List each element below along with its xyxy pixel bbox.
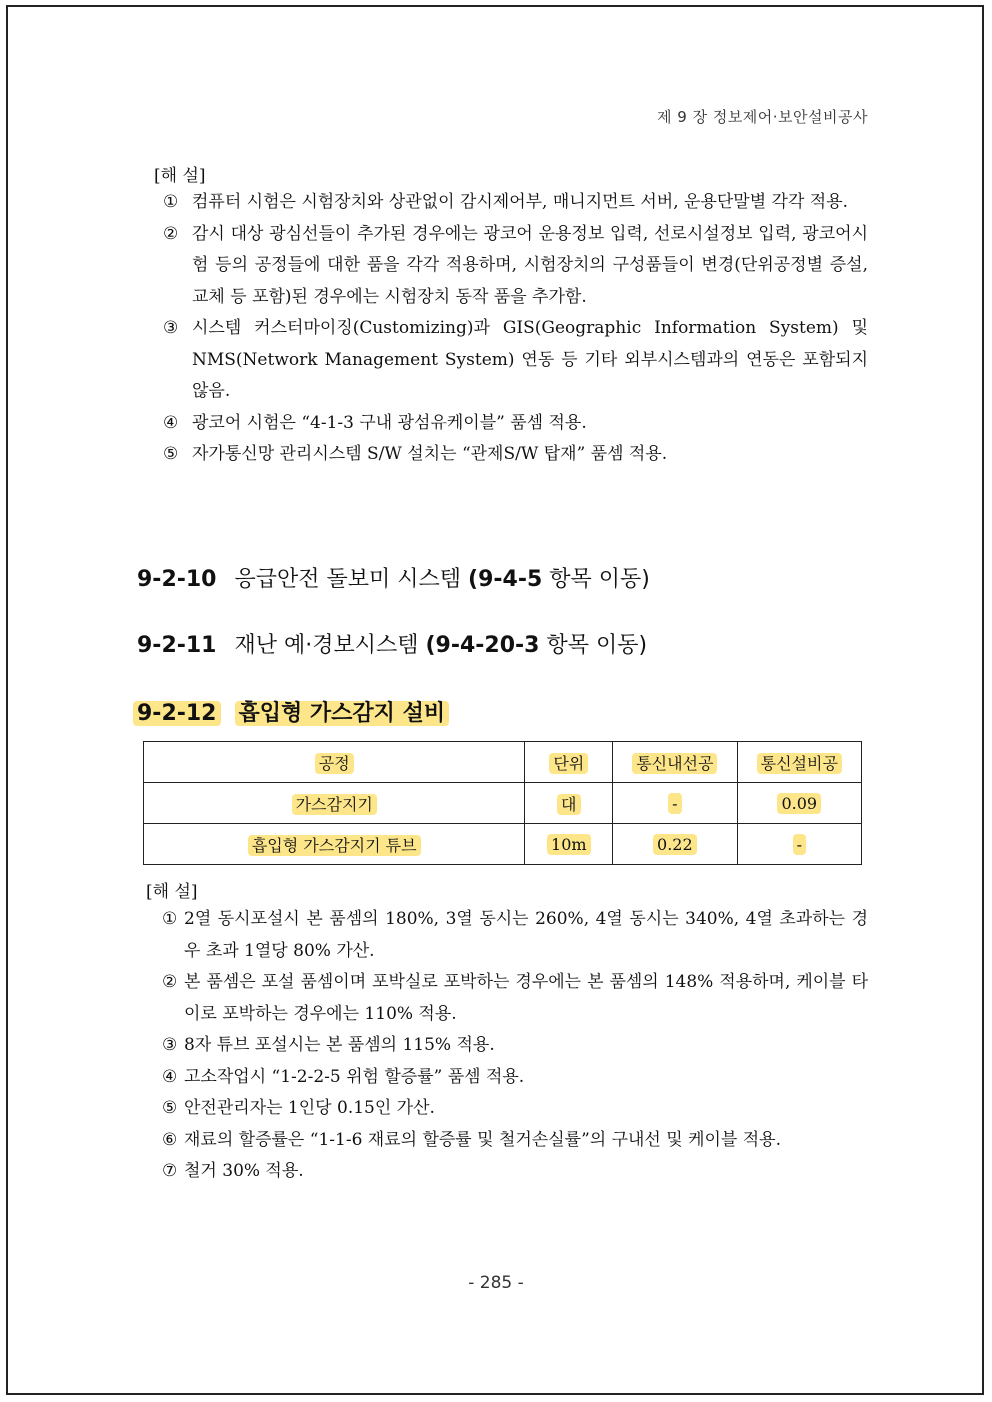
list-item: ③ 8자 튜브 포설시는 본 품셈의 115% 적용.	[162, 1035, 495, 1055]
table-cell: 가스감지기	[292, 794, 377, 815]
table-cell: 0.09	[777, 793, 821, 814]
table-cell: 0.22	[653, 834, 697, 855]
section-heading-9-2-11: 9-2-11 재난 예·경보시스템 (9-4-20-3 항목 이동)	[137, 633, 648, 658]
table-cell: -	[668, 793, 681, 814]
section-heading-9-2-12: 9-2-12 흡입형 가스감지 설비	[133, 696, 449, 727]
notes-list	[163, 187, 868, 471]
section-heading-9-2-10: 9-2-10 응급안전 돌보미 시스템 (9-4-5 항목 이동)	[137, 567, 650, 592]
table-cell: 흡입형 가스감지기 튜브	[248, 835, 421, 856]
table-cell: 10m	[547, 834, 591, 855]
table-header-row	[144, 742, 862, 783]
notes-list	[162, 904, 868, 1188]
column-header: 단위	[549, 753, 588, 774]
table-cell: 대	[557, 794, 580, 815]
list-item: ⑥ 재료의 할증률은 “1-1-6 재료의 할증률 및 철거손실률”의 구내선 및 케이블 적용.	[162, 1129, 781, 1150]
notes-label: [해 설]	[146, 882, 198, 902]
table-cell: -	[793, 834, 806, 855]
chapter-header: 제 9 장 정보제어·보안설비공사	[657, 108, 868, 126]
table-row	[144, 783, 862, 824]
table-row	[144, 824, 862, 865]
list-item: ③ 시스템 커스터마이징(Customizing)과 GIS(Geographic Information System) 및 NMS(Network Management System) 연동 등 기타 외부시스템과의 연동은 포함되지 않음.	[163, 318, 868, 401]
page-number: - 285 -	[468, 1273, 524, 1293]
list-item: ④ 고소작업시 “1-2-2-5 위험 할증률” 품셈 적용.	[162, 1066, 525, 1087]
list-item: ② 감시 대상 광심선들이 추가된 경우에는 광코어 운용정보 입력, 선로시설정보 입력, 광코어시험 등의 공정들에 대한 품을 각각 적용하며, 시험장치의 구성품들이 변경(단위공정별 증설, 교체 등 포함)된 경우에는 시험장치 동작 품을 추가함.	[163, 223, 868, 307]
list-item: ① 2열 동시포설시 본 품셈의 180%, 3열 동시는 260%, 4열 동시는 340%, 4열 초과하는 경우 초과 1열당 80% 가산.	[162, 909, 868, 961]
column-header: 통신설비공	[757, 753, 842, 774]
list-item: ④ 광코어 시험은 “4-1-3 구내 광섬유케이블” 품셈 적용.	[163, 412, 587, 433]
list-item: ① 컴퓨터 시험은 시험장치와 상관없이 감시제어부, 매니지먼트 서버, 운용단말별 각각 적용.	[163, 192, 849, 212]
notes-label: [해 설]	[154, 166, 206, 186]
list-item: ⑤ 자가통신망 관리시스템 S/W 설치는 “관제S/W 탑재” 품셈 적용.	[163, 444, 668, 464]
list-item: ⑦ 철거 30% 적용.	[162, 1161, 304, 1181]
list-item: ② 본 품셈은 포설 품셈이며 포박실로 포박하는 경우에는 본 품셈의 148% 적용하며, 케이블 타이로 포박하는 경우에는 110% 적용.	[162, 972, 868, 1024]
column-header: 통신내선공	[632, 753, 717, 774]
labor-table	[143, 741, 862, 865]
column-header: 공정	[315, 753, 354, 774]
list-item: ⑤ 안전관리자는 1인당 0.15인 가산.	[162, 1098, 435, 1118]
